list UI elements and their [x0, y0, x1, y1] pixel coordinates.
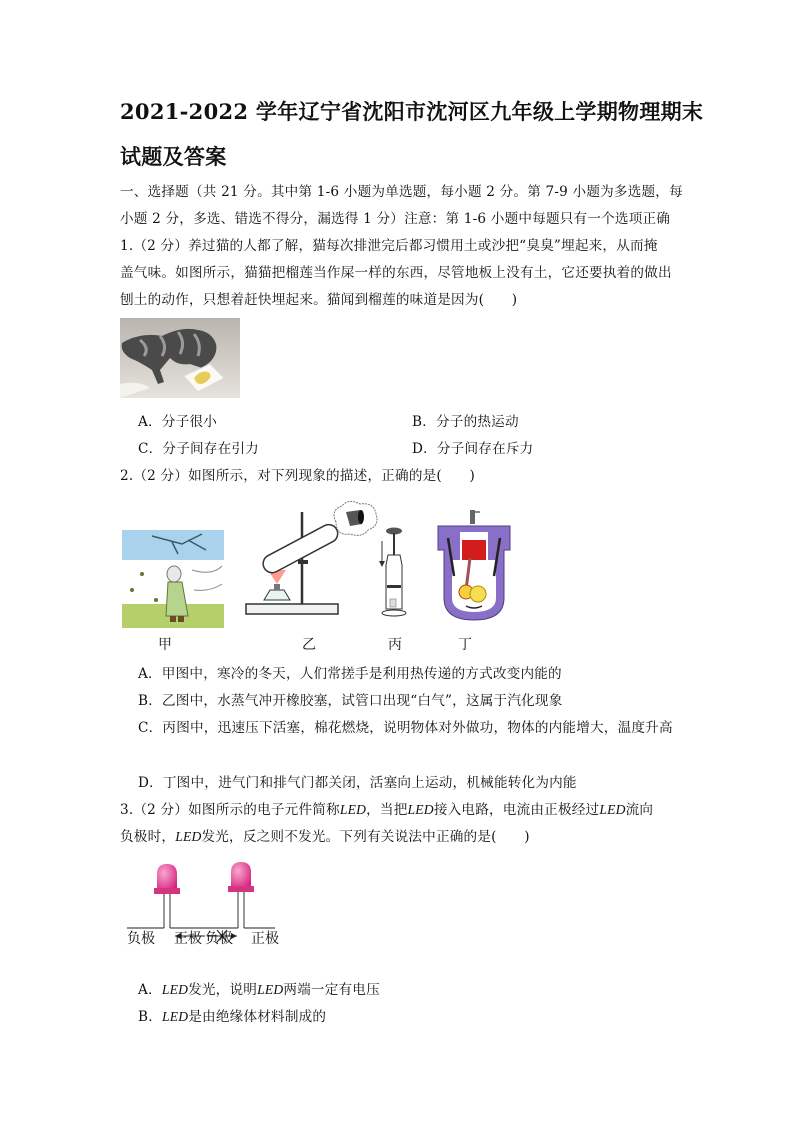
q1-stem-line2: 盖气味。如图所示，猫猫把榴莲当作屎一样的东西，尽管地板上没有土，它还要执着的做出 [120, 265, 672, 281]
q3-option-b[interactable] [138, 1005, 326, 1025]
led-term: LED [175, 829, 202, 844]
figure-bing-air-compression [378, 525, 408, 619]
q1-stem-line1: 1.（2 分）养过猫的人都了解，猫每次排泄完后都习惯用土或沙把“臭臭”埋起来，从而掩 [120, 238, 658, 254]
q3-stem-text: 流向 [625, 802, 654, 818]
figure-caption-jia: 甲 [158, 637, 172, 653]
q1-option-c[interactable]: C．分子间存在引力 [138, 441, 259, 457]
option-text: 发光，说明 [188, 982, 258, 998]
q1-option-a[interactable]: A．分子很小 [138, 414, 217, 430]
document-title-line2: 试题及答案 [120, 144, 227, 169]
led-term: LED [161, 1009, 189, 1024]
option-prefix: A． [138, 982, 162, 998]
figure-jia-windy-person [122, 530, 224, 628]
section-intro-line2: 小题 2 分，多选、错选不得分，漏选得 1 分）注意：第 1-6 小题中每题只有一个选项正确 [120, 211, 671, 227]
led1-negative-label: 负极 [127, 931, 155, 947]
figure-caption-bing: 丙 [388, 637, 402, 653]
q2-option-a[interactable]: A．甲图中，寒冷的冬天，人们常搓手是利用热传递的方式改变内能的 [138, 666, 562, 682]
led-term: LED [339, 802, 367, 817]
option-text: 两端一定有电压 [283, 982, 380, 998]
figure-ding-engine-stroke [434, 510, 514, 622]
q1-option-d[interactable]: D．分子间存在斥力 [412, 441, 534, 457]
cat-durian-photo [120, 318, 240, 398]
q3-stem-line2 [120, 825, 530, 845]
q3-stem-text: 负极时， [120, 829, 176, 845]
led-term: LED [257, 982, 284, 997]
figure-yi-test-tube-heating [240, 500, 380, 620]
q2-option-d[interactable]: D．丁图中，进气门和排气门都关闭，活塞向上运动，机械能转化为内能 [138, 775, 577, 791]
led-term: LED [161, 982, 189, 997]
q3-stem-line1 [120, 798, 653, 818]
section-intro-line1: 一、选择题（共 21 分。其中第 1-6 小题为单选题，每小题 2 分。第 7-9 小题为多选题，每 [120, 184, 683, 200]
q3-stem-text: 接入电路，电流由正极经过 [433, 802, 600, 818]
q1-option-b[interactable]: B．分子的热运动 [412, 414, 519, 430]
led-term: LED [407, 802, 434, 817]
q2-option-c[interactable]: C．丙图中，迅速压下活塞，棉花燃烧，说明物体对外做功，物体的内能增大，温度升高 [138, 720, 673, 736]
option-text: 是由绝缘体材料制成的 [188, 1009, 327, 1025]
led2-positive-label: 正极 [251, 931, 279, 947]
led-term: LED [599, 802, 626, 817]
q3-stem-text: 发光，反之则不发光。下列有关说法中正确的是( ) [201, 829, 530, 845]
figure-caption-yi: 乙 [302, 637, 316, 653]
q3-option-a[interactable] [138, 978, 380, 998]
q2-option-b[interactable]: B．乙图中，水蒸气冲开橡胶塞，试管口出现“白气”，这属于汽化现象 [138, 693, 563, 709]
led1-positive-label: 正极 [174, 931, 202, 947]
document-title-line1: 2021-2022 学年辽宁省沈阳市沈河区九年级上学期物理期末 [120, 99, 704, 124]
option-prefix: B． [138, 1009, 162, 1025]
q1-stem-line3: 刨土的动作，只想着赶快埋起来。猫闻到榴莲的味道是因为( ) [120, 292, 518, 308]
led2-negative-label: 负极 [205, 931, 233, 947]
q2-stem: 2.（2 分）如图所示，对下列现象的描述，正确的是( ) [120, 468, 476, 484]
figure-caption-ding: 丁 [458, 637, 472, 653]
q3-stem-text: 3.（2 分）如图所示的电子元件简称 [120, 802, 340, 818]
q3-stem-text: ，当把 [366, 802, 408, 818]
